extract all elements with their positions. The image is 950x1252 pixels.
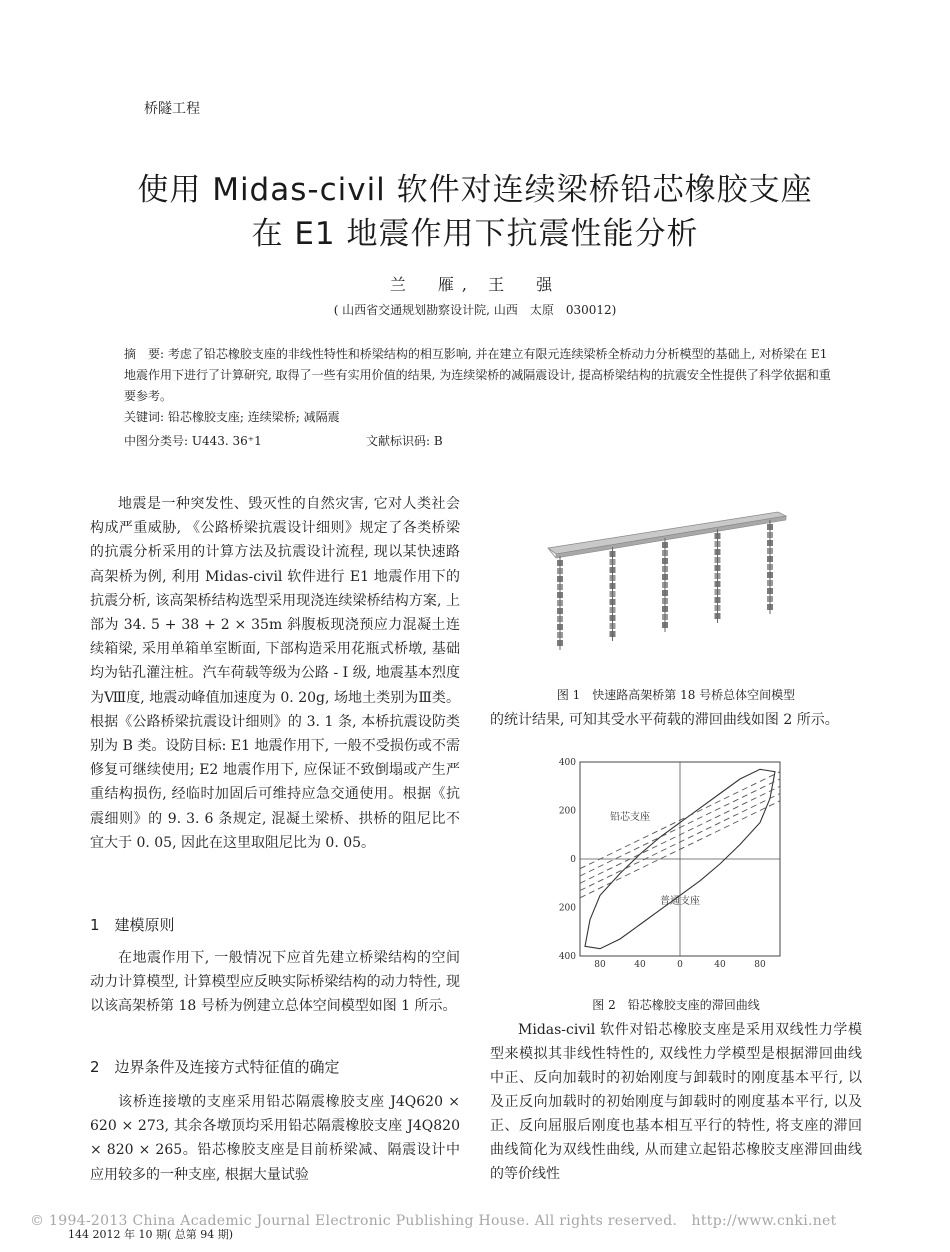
y-tick-label: 400 [558,758,576,768]
y-tick-label: 200 [558,806,576,817]
section-heading-2: 2 边界条件及连接方式特征值的确定 [90,1058,340,1076]
keywords: 关键词: 铅芯橡胶支座; 连续梁桥; 减隔震 [124,410,340,424]
clc-number: 中图分类号: U443. 36⁺1 [124,434,262,448]
intro-paragraph: 地震是一种突发性、毁灭性的自然灾害, 它对人类社会构成严重威胁, 《公路桥梁抗震设计细则》规定了各类桥梁的抗震分析采用的计算方法及抗震设计流程, 现以某快速路高架桥为例, 利用 Midas-civil 软件进行 E1 地震作用下的抗震分析, 该高架桥结构选型采用现浇连续梁桥结构方案, 上部为 34. 5 + 38 + 2 × 35m 斜腹板现浇预应力混凝土连续箱梁, 采用单箱单室断面, 下部构造采用花瓶式桥墩, 基础均为钻孔灌注桩。汽车荷载等级为公路 - I 级, 地震基本烈度为Ⅷ度, 地震动峰值加速度为 0. 20g, 场地土类别为Ⅲ类。根据《公路桥梁抗震设计细则》的 3. 1 条, 本桥抗震设防类别为 B 类。设防目标: E1 地震作用下, 一般不受损伤或不需修复可继续使用; E2 地震作用下, 应保证不致倒塌或产生严重结构损伤, 经临时加固后可维持应急交通使用。根据《抗震细则》的 9. 3. 6 条规定, 混凝土梁桥、拱桥的阻尼比不宜大于 0. 05, 因此在这里取阻尼比为 0. 05。 [90,496,460,851]
copyright-footer: © 1994-2013 China Academic Journal Electronic Publishing House. All rights reserved. http://www.cnki.net [30,1213,837,1229]
pier [557,556,563,650]
abstract: 摘 要: 考虑了铅芯橡胶支座的非线性特性和桥梁结构的相互影响, 并在建立有限元连续梁桥全桥动力分析模型的基础上, 对桥梁在 E1 地震作用下进行了计算研究, 取得了一些有实用价值的结果, 为连续梁桥的减隔震设计, 提高桥梁结构的抗震安全性提供了科学依据和重要参考。 [124,347,831,403]
x-tick-label: 80 [594,960,606,970]
x-tick-label: 0 [677,960,683,970]
y-tick-label: 400 [558,952,576,962]
section-heading-1: 1 建模原则 [90,916,175,934]
figure2-caption: 图 2 铅芯橡胶支座的滞回曲线 [592,998,760,1012]
authors: 兰 雁, 王 强 [389,275,561,294]
page-info: 144 2012 年 10 期( 总第 94 期) [68,1228,234,1241]
x-tick-label: 40 [714,960,726,970]
y-tick-label: 200 [558,903,576,914]
pier [662,538,668,632]
section2-paragraph: 该桥连接墩的支座采用铅芯隔震橡胶支座 J4Q620 × 620 × 273, 其余各墩顶均采用铅芯隔震橡胶支座 J4Q820 × 820 × 265。铅芯橡胶支座是目前桥梁减、隔震设计中应用较多的一种支座, 根据大量试验 [90,1094,460,1183]
document-code: 文献标识码: B [366,434,443,448]
right-paragraph-2: Midas-civil 软件对铅芯橡胶支座是采用双线性力学模型来模拟其非线性特性的, 双线性力学模型是根据滞回曲线中正、反向加载时的初始刚度与卸载时的刚度基本平行, 以及正反向加载时的初始刚度与卸载时的刚度基本平行, 以及正、反向屈服后刚度也基本相互平行的特性, 将支座的滞回曲线简化为双线性曲线, 从而建立起铅芯橡胶支座滞回曲线的等价线性 [490,1022,862,1182]
x-tick-label: 80 [754,960,766,970]
paper-title-line2: 在 E1 地震作用下抗震性能分析 [251,216,699,252]
affiliation: ( 山西省交通规划勘察设计院, 山西 太原 030012) [333,303,617,317]
annotation-normal-bearing: 普通支座 [660,896,700,907]
figure1-caption: 图 1 快速路高架桥第 18 号桥总体空间模型 [556,688,796,702]
right-paragraph-1: 的统计结果, 可知其受水平荷载的滞回曲线如图 2 所示。 [490,712,839,728]
section1-paragraph: 在地震作用下, 一般情况下应首先建立桥梁结构的空间动力计算模型, 计算模型应反映实际桥梁结构的动力特性, 现以该高架桥第 18 号桥为例建立总体空间模型如图 1 所示。 [90,950,460,1015]
pier [767,520,773,614]
pier [715,529,721,623]
section-tag: 桥隧工程 [144,101,200,117]
pier [610,547,616,641]
annotation-lead-bearing: 铅芯支座 [610,812,650,823]
x-tick-label: 40 [634,960,646,970]
paper-title-line1: 使用 Midas-civil 软件对连续梁桥铅芯橡胶支座 [137,172,813,208]
bridge-model-figure [540,490,800,670]
y-tick-label: 0 [570,855,576,865]
piers [557,520,773,650]
hysteresis-chart [540,758,790,973]
